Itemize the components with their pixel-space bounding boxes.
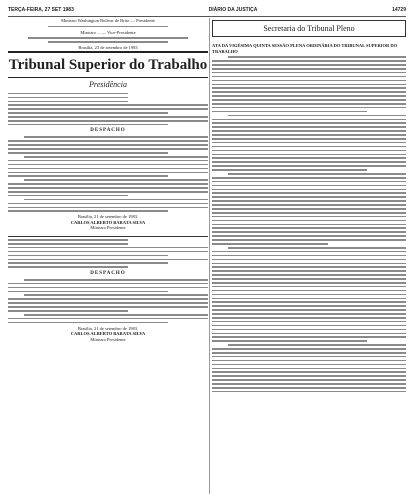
doc-signature-role: Ministro Presidente [90, 336, 126, 342]
header-page-number: 14729 [392, 7, 406, 13]
credit-line: Brasília, 23 de setembro de 1983 [78, 45, 138, 51]
page-title: Tribunal Superior do Trabalho [8, 51, 208, 78]
header-date: TERÇA-FEIRA, 27 SET 1983 [8, 7, 74, 13]
session-intro: ATA DA VIGÉSIMA QUINTA SESSÃO PLENA ORDINÁRIA DO TRIBUNAL SUPERIOR DO TRABALHO [212, 43, 398, 54]
credit-line: Ministro ... — Vice-Presidente [80, 29, 136, 35]
doc-signature: CARLOS ALBERTO BARATA SILVA [70, 219, 146, 225]
header-publication: DIÁRIO DA JUSTIÇA [208, 7, 258, 13]
process-block [8, 239, 208, 342]
doc-date: Brasília, 21 de setembro de 1983. [77, 214, 139, 220]
column-divider [209, 18, 210, 494]
process-block [8, 93, 208, 231]
doc-heading: DESPACHO [90, 128, 126, 134]
doc-date: Brasília, 21 de setembro de 1983. [77, 325, 139, 331]
section-heading: Presidência [89, 79, 127, 89]
newspaper-header [8, 4, 406, 17]
right-column [212, 18, 406, 494]
doc-signature-role: Ministro Presidente [90, 225, 126, 231]
doc-signature: CARLOS ALBERTO BARATA SILVA [70, 331, 146, 337]
top-credits [8, 18, 208, 51]
credit-line: Ministro Washington Bolívar de Brito — Presidente [61, 18, 155, 23]
body-text [212, 56, 406, 392]
section-heading-right: Secretaria do Tribunal Pleno [212, 20, 406, 37]
doc-heading: DESPACHO [90, 270, 126, 276]
left-column [8, 18, 208, 494]
